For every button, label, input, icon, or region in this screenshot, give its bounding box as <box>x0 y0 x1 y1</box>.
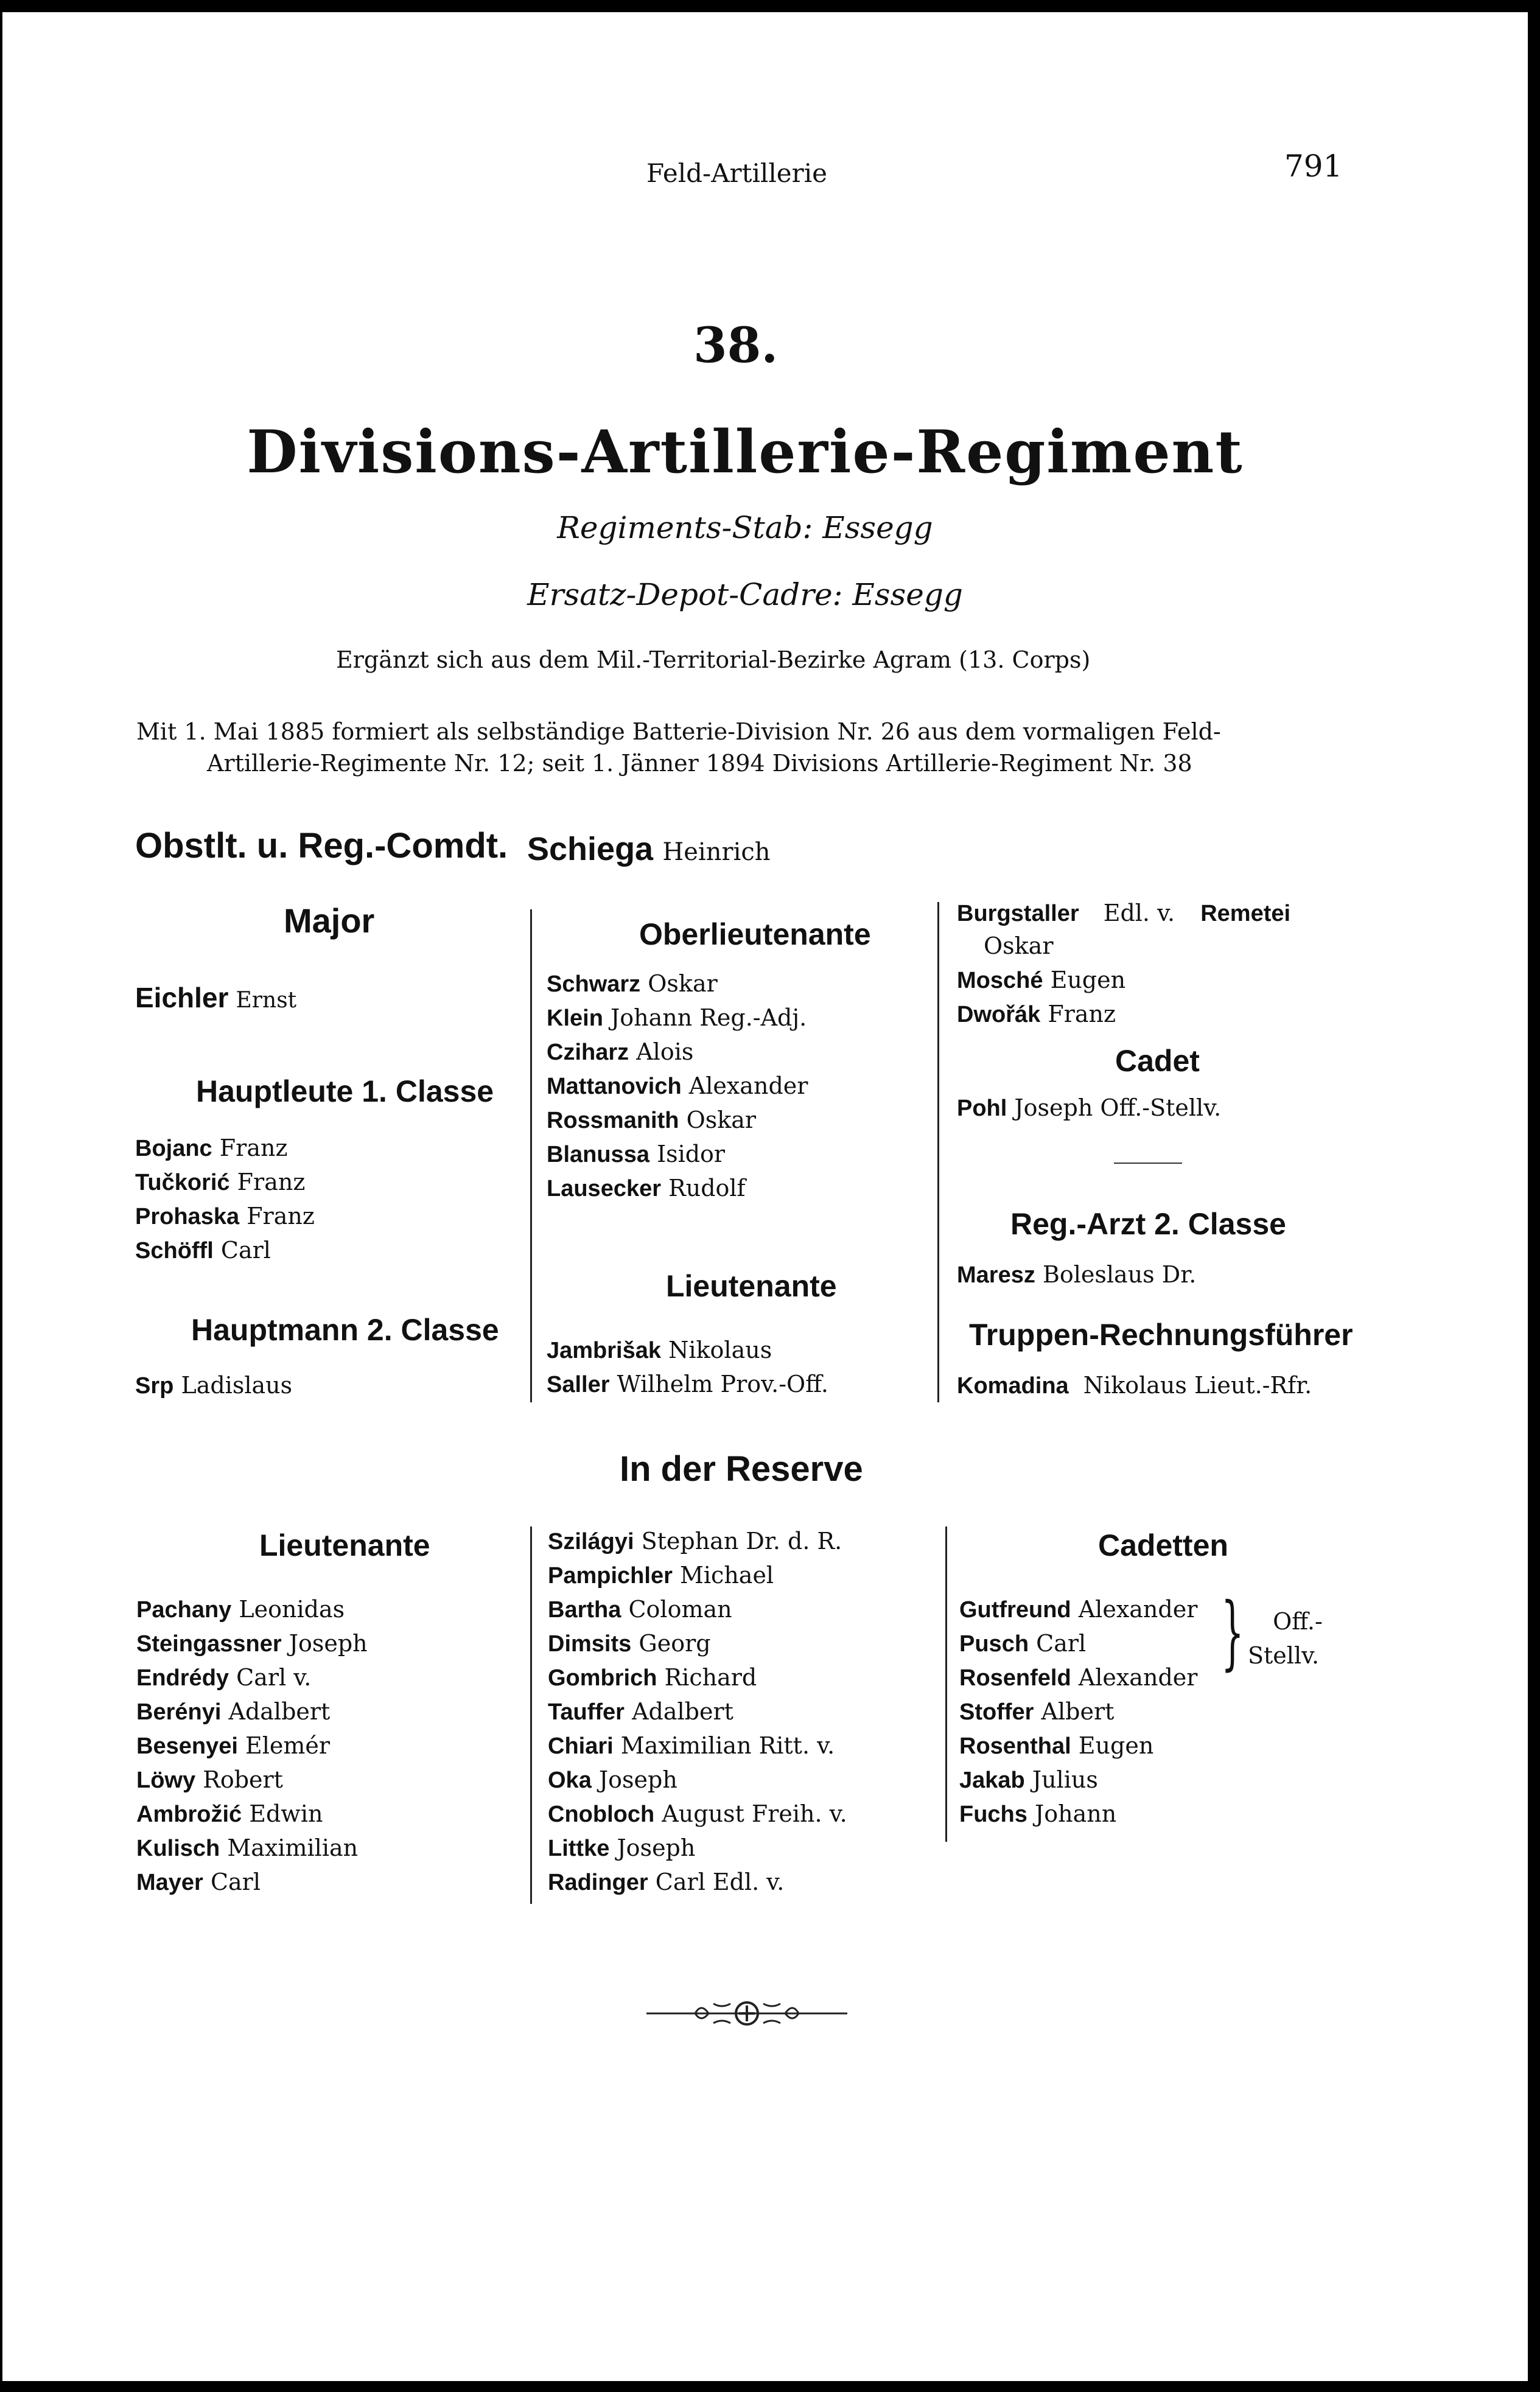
entry-surname: Endrédy <box>136 1665 229 1691</box>
history-note <box>136 716 1221 779</box>
entry-given: Julius <box>1032 1766 1098 1793</box>
lieutenante-row-1 <box>547 1337 772 1364</box>
entry-surname: Maresz <box>957 1262 1035 1288</box>
entry-given: Johann Reg.-Adj. <box>611 1004 807 1031</box>
entry-surname: Rossmanith <box>547 1108 679 1133</box>
cadetten-row-2 <box>959 1630 1086 1657</box>
entry-given: Carl Edl. v. <box>655 1869 785 1895</box>
entry-surname: Tučkorić <box>135 1170 230 1195</box>
reserve-divider-right <box>945 1526 947 1842</box>
cadetten-row-3 <box>959 1664 1197 1691</box>
reserve-lieutenante-row-5 <box>136 1732 330 1760</box>
cadetten-row-7 <box>959 1800 1116 1828</box>
entry-surname: Burgstaller <box>957 901 1079 926</box>
lieutenante-heading: Lieutenante <box>666 1269 837 1303</box>
brace-note-1: Off.- <box>1273 1608 1323 1635</box>
entry-given: Joseph <box>598 1766 677 1793</box>
hauptleute-1-row-4 <box>135 1237 271 1264</box>
entry-surname: Lausecker <box>547 1176 662 1201</box>
lieutenante-row-2 <box>547 1371 828 1398</box>
ornament-icon <box>646 1995 847 2032</box>
entry-given: Stephan Dr. d. R. <box>641 1528 842 1554</box>
entry-given: Leonidas <box>239 1596 345 1623</box>
col3-row-1 <box>957 900 1290 927</box>
entry-surname: Jakab <box>959 1768 1025 1793</box>
rechnungsfuehrer-heading: Truppen-Rechnungsführer <box>969 1318 1353 1352</box>
arzt-heading: Reg.-Arzt 2. Classe <box>1010 1207 1286 1241</box>
commander-rank: Obstlt. u. Reg.-Comdt. <box>135 826 508 866</box>
entry-surname: Löwy <box>136 1768 196 1793</box>
reserve-lieutenante-row-1 <box>136 1596 345 1623</box>
oberlieutenante-row-5 <box>547 1107 756 1134</box>
entry-given: Robert <box>203 1766 283 1793</box>
reserve-lieutenante-row-7 <box>136 1800 323 1828</box>
entry-surname: Saller <box>547 1372 610 1397</box>
hauptmann-2-row <box>135 1372 292 1399</box>
entry-given: Albert <box>1041 1698 1115 1725</box>
reserve-middle-row-1 <box>548 1528 842 1555</box>
entry-tail: Remetei <box>1200 901 1291 926</box>
entry-given: Alexander <box>688 1072 808 1099</box>
entry-given: Maximilian Ritt. v. <box>620 1732 835 1759</box>
entry-surname: Mattanovich <box>547 1074 682 1099</box>
entry-given: Alexander <box>1078 1596 1198 1623</box>
brace-icon: } <box>1221 1586 1244 1679</box>
entry-given: Eugen <box>1078 1732 1154 1759</box>
reserve-lieutenante-row-6 <box>136 1766 283 1794</box>
entry-surname: Dwořák <box>957 1002 1041 1027</box>
entry-given: Joseph <box>617 1834 696 1861</box>
entry-surname: Pusch <box>959 1631 1029 1657</box>
history-line-1: Mit 1. Mai 1885 formiert als selbständige Batterie-Division Nr. 26 aus dem vormaligen Feld- <box>136 718 1221 745</box>
commander-given: Heinrich <box>662 838 771 866</box>
reserve-middle-row-6 <box>548 1698 733 1726</box>
entry-surname: Radinger <box>548 1870 648 1895</box>
regiment-number: 38. <box>693 316 779 374</box>
cadet-row <box>957 1094 1221 1122</box>
reserve-middle-row-7 <box>548 1732 835 1760</box>
reserve-lieutenante-row-9 <box>136 1869 261 1896</box>
entry-surname: Gutfreund <box>959 1597 1071 1623</box>
entry-given: August Freih. v. <box>662 1800 847 1827</box>
entry-surname: Schwarz <box>547 971 641 997</box>
cadetten-row-1 <box>959 1596 1197 1623</box>
entry-surname: Mosché <box>957 968 1043 993</box>
col3-row-3 <box>957 967 1125 994</box>
regiment-title: Divisions-Artillerie-Regiment <box>247 418 1244 486</box>
major-heading: Major <box>284 901 375 940</box>
entry-given: Carl <box>1036 1630 1087 1657</box>
reserve-lieutenante-row-8 <box>136 1834 358 1862</box>
entry-given: Eugen <box>1050 967 1126 993</box>
entry-given: Edwin <box>249 1800 323 1827</box>
entry-given: Joseph <box>289 1630 368 1657</box>
entry-given: Carl <box>210 1869 261 1895</box>
entry-surname: Besenyei <box>136 1733 238 1759</box>
entry-surname: Mayer <box>136 1870 203 1895</box>
oberlieutenante-row-4 <box>547 1072 808 1100</box>
entry-given: Georg <box>639 1630 711 1657</box>
entry-given: Alexander <box>1078 1664 1198 1691</box>
running-title: Feld-Artillerie <box>646 158 828 188</box>
cadetten-heading: Cadetten <box>1098 1528 1228 1562</box>
reserve-lieutenante-row-3 <box>136 1664 311 1691</box>
oberlieutenante-heading: Oberlieutenante <box>639 917 871 951</box>
entry-surname: Gombrich <box>548 1665 657 1691</box>
entry-surname: Szilágyi <box>548 1529 634 1554</box>
entry-given: Franz <box>219 1135 288 1161</box>
oberlieutenante-row-3 <box>547 1038 693 1066</box>
commander-surname: Schiega <box>527 831 654 867</box>
entry-surname: Chiari <box>548 1733 614 1759</box>
reserve-middle-row-5 <box>548 1664 757 1691</box>
arzt-row <box>957 1261 1196 1289</box>
entry-surname: Cnobloch <box>548 1802 655 1827</box>
entry-given: Johann <box>1035 1800 1117 1827</box>
oberlieutenante-row-6 <box>547 1141 725 1168</box>
reserve-middle-row-10 <box>548 1834 695 1862</box>
reserve-middle-row-2 <box>548 1562 774 1589</box>
entry-surname: Steingassner <box>136 1631 282 1657</box>
reserve-middle-row-8 <box>548 1766 677 1794</box>
entry-given: Franz <box>237 1169 306 1195</box>
reserve-lieutenante-row-2 <box>136 1630 368 1657</box>
hauptleute-1-heading: Hauptleute 1. Classe <box>196 1074 494 1108</box>
reserve-heading: In der Reserve <box>620 1449 863 1489</box>
hauptmann-2-heading: Hauptmann 2. Classe <box>191 1313 499 1347</box>
entry-surname: Komadina <box>957 1373 1069 1399</box>
entry-surname: Tauffer <box>548 1699 625 1725</box>
reserve-lieutenante-heading: Lieutenante <box>259 1528 430 1562</box>
entry-given: Nikolaus Lieut.-Rfr. <box>1083 1372 1312 1399</box>
entry-surname: Pohl <box>957 1096 1007 1121</box>
history-line-2: Artillerie-Regimente Nr. 12; seit 1. Jänner 1894 Divisions Artillerie-Regiment Nr. 38 <box>207 750 1192 777</box>
regiment-staff: Regiments-Stab: Essegg <box>557 510 933 545</box>
reserve-divider-left <box>530 1526 532 1904</box>
entry-given: Adalbert <box>228 1698 331 1725</box>
entry-given: Carl <box>220 1237 271 1264</box>
entry-given: Wilhelm Prov.-Off. <box>617 1371 828 1397</box>
column-divider-right <box>937 902 939 1402</box>
entry-surname: Jambrišak <box>547 1338 662 1363</box>
major-entry <box>135 981 296 1014</box>
reserve-middle-row-3 <box>548 1596 732 1623</box>
entry-given: Oskar <box>686 1107 757 1133</box>
cadetten-row-5 <box>959 1732 1153 1760</box>
hauptleute-1-row-1 <box>135 1135 287 1162</box>
entry-surname: Blanussa <box>547 1142 649 1167</box>
entry-surname: Oka <box>548 1768 592 1793</box>
reserve-middle-row-9 <box>548 1800 847 1828</box>
entry-given: Elemér <box>245 1732 331 1759</box>
entry-surname: Dimsits <box>548 1631 632 1657</box>
commander-name <box>527 830 771 868</box>
entry-given: Adalbert <box>632 1698 733 1725</box>
entry-given: Ernst <box>236 988 297 1013</box>
entry-surname: Fuchs <box>959 1802 1027 1827</box>
hauptleute-1-row-3 <box>135 1203 315 1230</box>
cadet-heading: Cadet <box>1115 1044 1200 1078</box>
brace-note-2: Stellv. <box>1248 1642 1320 1669</box>
entry-given: Ladislaus <box>181 1372 293 1399</box>
entry-surname: Berényi <box>136 1699 222 1725</box>
cadetten-row-4 <box>959 1698 1114 1726</box>
entry-surname: Ambrožić <box>136 1802 242 1827</box>
entry-surname: Bartha <box>548 1597 621 1623</box>
entry-surname: Kulisch <box>136 1836 220 1861</box>
entry-given: Oskar <box>984 932 1054 959</box>
entry-given: Rudolf <box>668 1175 746 1201</box>
entry-surname: Pachany <box>136 1597 232 1623</box>
entry-given: Michael <box>679 1562 774 1589</box>
reserve-middle-row-11 <box>548 1869 784 1896</box>
entry-given: Franz <box>247 1203 315 1229</box>
entry-given: Isidor <box>657 1141 726 1167</box>
entry-surname: Schöffl <box>135 1238 214 1264</box>
col3-row-4 <box>957 1001 1116 1028</box>
entry-surname: Pampichler <box>548 1563 673 1589</box>
entry-surname: Klein <box>547 1005 603 1031</box>
entry-given: Edl. v. <box>1103 900 1175 926</box>
entry-given: Boleslaus Dr. <box>1042 1261 1197 1288</box>
entry-given: Maximilian <box>227 1834 359 1861</box>
oberlieutenante-row-7 <box>547 1175 746 1202</box>
entry-given: Carl v. <box>236 1664 312 1691</box>
entry-given: Nikolaus <box>668 1337 772 1363</box>
column-divider-left <box>530 909 532 1402</box>
entry-surname: Srp <box>135 1373 174 1399</box>
entry-surname: Prohaska <box>135 1204 240 1229</box>
entry-given: Oskar <box>648 970 718 997</box>
entry-surname: Rosenthal <box>959 1733 1071 1759</box>
reserve-middle-row-4 <box>548 1630 711 1657</box>
rechnungsfuehrer-row <box>957 1372 1312 1399</box>
entry-given: Richard <box>664 1664 757 1691</box>
oberlieutenante-row-1 <box>547 970 718 998</box>
reserve-lieutenante-row-4 <box>136 1698 330 1726</box>
cadetten-row-6 <box>959 1766 1098 1794</box>
short-rule <box>1114 1163 1182 1164</box>
recruitment-note: Ergänzt sich aus dem Mil.-Territorial-Bezirke Agram (13. Corps) <box>336 646 1091 673</box>
entry-surname: Rosenfeld <box>959 1665 1071 1691</box>
entry-surname: Eichler <box>135 982 229 1013</box>
entry-surname: Stoffer <box>959 1699 1034 1725</box>
entry-given: Joseph Off.-Stellv. <box>1014 1094 1222 1121</box>
entry-surname: Littke <box>548 1836 610 1861</box>
depot-cadre: Ersatz-Depot-Cadre: Essegg <box>527 577 963 612</box>
entry-surname: Bojanc <box>135 1136 212 1161</box>
entry-surname: Cziharz <box>547 1040 629 1065</box>
col3-row-2 <box>984 932 1054 959</box>
entry-given: Coloman <box>628 1596 732 1623</box>
entry-given: Alois <box>636 1038 694 1065</box>
entry-given: Franz <box>1048 1001 1116 1027</box>
oberlieutenante-row-2 <box>547 1004 807 1032</box>
hauptleute-1-row-2 <box>135 1169 305 1196</box>
page-number: 791 <box>1284 149 1343 184</box>
